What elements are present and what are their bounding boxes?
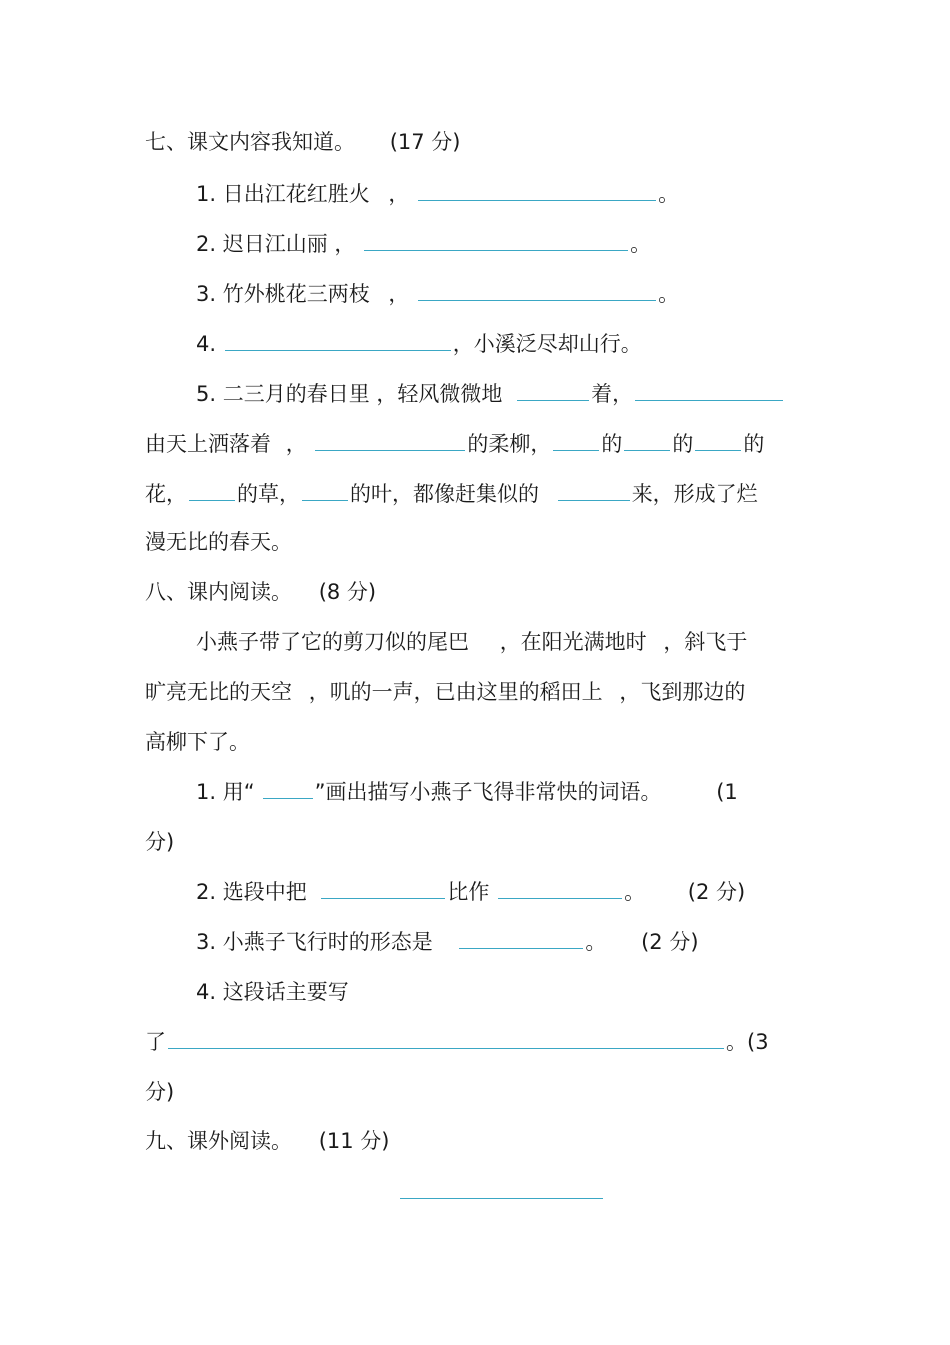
question-text: 漫无比的春天。 — [145, 530, 292, 554]
section-9-score: (11 分) — [318, 1129, 390, 1153]
punctuation: 。 — [630, 232, 652, 256]
s7-question-4 — [196, 330, 642, 358]
question-number: 3. — [196, 282, 217, 306]
answer-blank[interactable] — [624, 430, 670, 451]
answer-blank[interactable] — [315, 430, 465, 451]
question-text: 来，形成了烂 — [631, 482, 758, 506]
passage-text: ，飞到那边的 — [619, 680, 746, 704]
answer-blank[interactable] — [364, 230, 628, 251]
question-score: (2 分) — [687, 880, 746, 904]
answer-blank[interactable] — [225, 330, 451, 351]
question-text: 二三月的春日里 — [222, 382, 370, 406]
passage-text: 高柳下了。 — [145, 730, 250, 754]
punctuation: ， — [388, 282, 410, 306]
question-text: 竹外桃花三两枝 — [222, 282, 370, 306]
question-text: ”画出描写小燕子飞得非常快的词语。 — [314, 780, 662, 804]
question-text: 比作 — [447, 880, 490, 904]
s8-question-4-score — [145, 1078, 174, 1106]
question-number: 4. — [196, 332, 217, 356]
question-text: 选段中把 — [222, 880, 307, 904]
punctuation: ， — [285, 432, 307, 456]
section-7-title: 七、课文内容我知道。 — [145, 130, 355, 154]
answer-blank[interactable] — [517, 380, 589, 401]
question-number: 1. — [196, 780, 217, 804]
punctuation: 。 — [658, 182, 680, 206]
s7-question-3 — [196, 280, 679, 308]
answer-blank[interactable] — [459, 928, 583, 949]
answer-blank[interactable] — [418, 180, 656, 201]
question-score: 分) — [145, 830, 175, 854]
s7-question-5-cont-2 — [145, 480, 758, 508]
question-score: (1 — [716, 780, 738, 804]
passage-text: ，在阳光满地时 — [499, 630, 647, 654]
section-8-title: 八、课内阅读。 — [145, 580, 292, 604]
section-7-heading — [145, 128, 460, 156]
passage-text: ，叽的一声，已由这里的稻田上 — [308, 680, 603, 704]
answer-blank[interactable] — [635, 380, 783, 401]
question-text: 的 — [601, 432, 623, 456]
passage-text: ，斜飞于 — [663, 630, 748, 654]
section-8-score: (8 分) — [318, 580, 377, 604]
punctuation: 。 — [585, 930, 607, 954]
answer-blank[interactable] — [189, 480, 235, 501]
section-8-heading — [145, 578, 376, 606]
s8-question-1-cont — [145, 828, 174, 856]
passage-text: 小燕子带了它的剪刀似的尾巴 — [196, 630, 469, 654]
passage-line-1 — [196, 628, 747, 656]
passage-text: 旷亮无比的天空 — [145, 680, 292, 704]
question-number: 1. — [196, 182, 217, 206]
question-text: ，轻风微微地 — [376, 382, 503, 406]
question-text: 花， — [145, 482, 187, 506]
question-text: 的 — [743, 432, 765, 456]
question-text: 着， — [591, 382, 634, 406]
passage-line-2 — [145, 678, 745, 706]
answer-blank[interactable] — [263, 778, 313, 799]
punctuation: 。 — [624, 880, 646, 904]
question-text: 由天上洒落着 — [145, 432, 271, 456]
section-7-score: (17 分) — [389, 130, 461, 154]
question-score: 。(3 — [726, 1030, 769, 1054]
question-score: 分) — [145, 1080, 175, 1104]
punctuation: 。 — [658, 282, 680, 306]
answer-blank[interactable] — [418, 280, 656, 301]
s8-question-1 — [196, 778, 738, 806]
question-number: 4. — [196, 980, 217, 1004]
answer-blank[interactable] — [695, 430, 741, 451]
title-blank-line[interactable] — [400, 1198, 603, 1199]
s8-question-4-cont — [145, 1028, 769, 1056]
question-text: 日出江花红胜火 — [222, 182, 370, 206]
question-text: 的 — [672, 432, 694, 456]
question-score: (2 分) — [641, 930, 699, 954]
section-9-heading — [145, 1127, 389, 1155]
question-text: 小燕子飞行时的形态是 — [222, 930, 433, 954]
s7-question-2 — [196, 230, 651, 258]
question-number: 2. — [196, 880, 217, 904]
s8-question-4 — [196, 978, 349, 1006]
question-number: 3. — [196, 930, 217, 954]
question-text: 的柔柳， — [467, 432, 552, 456]
answer-blank[interactable] — [498, 878, 622, 899]
question-text: 的草， — [237, 482, 300, 506]
answer-blank[interactable] — [558, 480, 630, 501]
question-text: 用“ — [222, 780, 255, 804]
s7-question-5-cont-1 — [145, 430, 764, 458]
answer-blank[interactable] — [302, 480, 348, 501]
question-text: 了 — [145, 1030, 166, 1054]
passage-line-3 — [145, 728, 250, 756]
answer-blank[interactable] — [321, 878, 445, 899]
punctuation: ， — [388, 182, 410, 206]
question-text: 这段话主要写 — [222, 980, 349, 1004]
question-text: ，小溪泛尽却山行。 — [452, 332, 642, 356]
answer-blank[interactable] — [553, 430, 599, 451]
answer-blank[interactable] — [168, 1028, 724, 1049]
question-text: 迟日江山丽 — [222, 232, 328, 256]
s8-question-2 — [196, 878, 745, 906]
s7-question-1 — [196, 180, 679, 208]
question-text: 的叶，都像赶集似的 — [350, 482, 539, 506]
s7-question-5 — [196, 380, 785, 408]
question-number: 2. — [196, 232, 217, 256]
section-9-title: 九、课外阅读。 — [145, 1129, 292, 1153]
punctuation: ， — [334, 232, 356, 256]
question-number: 5. — [196, 382, 217, 406]
s7-question-5-cont-3 — [145, 528, 292, 556]
s8-question-3 — [196, 928, 699, 956]
